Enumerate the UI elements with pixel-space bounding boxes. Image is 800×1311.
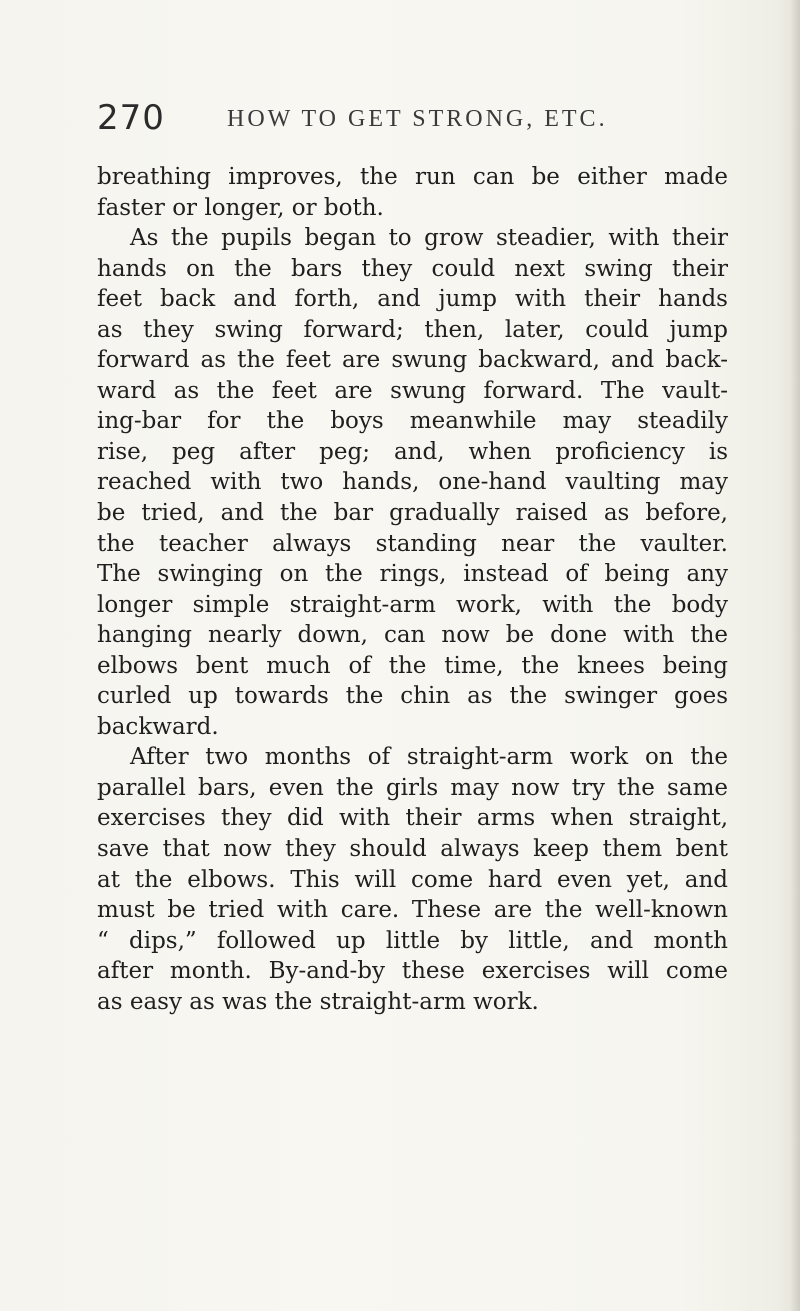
text-line: ward as the feet are swung forward. The vault- xyxy=(97,377,728,404)
text-line: faster or longer, or both. xyxy=(97,194,384,221)
text-line: save that now they should always keep them bent xyxy=(97,836,728,863)
text-line: “ dips,” followed up little by little, and month xyxy=(97,927,728,954)
text-line: reached with two hands, one-hand vaulting may xyxy=(97,469,728,496)
text-line: hands on the bars they could next swing their xyxy=(97,255,728,282)
text-line: forward as the feet are swung backward, and back- xyxy=(97,347,728,374)
text-line: the teacher always standing near the vaulter. xyxy=(97,530,728,557)
text-line: exercises they did with their arms when straight, xyxy=(97,805,728,832)
text-line: must be tried with care. These are the well-known xyxy=(97,897,728,924)
text-line: longer simple straight-arm work, with the body xyxy=(97,591,728,618)
text-line: backward. xyxy=(97,713,219,740)
paragraph-start-line: As the pupils began to grow steadier, with their xyxy=(130,225,728,252)
text-line: as they swing forward; then, later, could jump xyxy=(97,316,728,343)
paragraph-start-line: After two months of straight-arm work on the xyxy=(130,744,728,771)
text-line: feet back and forth, and jump with their hands xyxy=(97,286,728,313)
text-line: parallel bars, even the girls may now try the same xyxy=(97,774,728,801)
text-line: hanging nearly down, can now be done with the xyxy=(97,622,728,649)
page-number: 270 xyxy=(97,98,165,138)
running-head: HOW TO GET STRONG, ETC. xyxy=(227,106,608,132)
text-line: as easy as was the straight-arm work. xyxy=(97,988,539,1015)
text-line: curled up towards the chin as the swinger goes xyxy=(97,683,728,710)
text-line: ing-bar for the boys meanwhile may steadily xyxy=(97,408,728,435)
text-line: after month. By-and-by these exercises will come xyxy=(97,958,728,985)
text-line: elbows bent much of the time, the knees being xyxy=(97,652,728,679)
text-line: be tried, and the bar gradually raised as before, xyxy=(97,500,728,527)
page-header xyxy=(97,98,737,148)
text-line: breathing improves, the run can be either made xyxy=(97,164,728,190)
text-line: The swinging on the rings, instead of being any xyxy=(97,561,728,588)
text-line: rise, peg after peg; and, when proficiency is xyxy=(97,438,728,465)
body-text xyxy=(97,162,728,1017)
text-line: at the elbows. This will come hard even yet, and xyxy=(97,866,728,893)
page-edge-shadow xyxy=(790,0,800,1311)
